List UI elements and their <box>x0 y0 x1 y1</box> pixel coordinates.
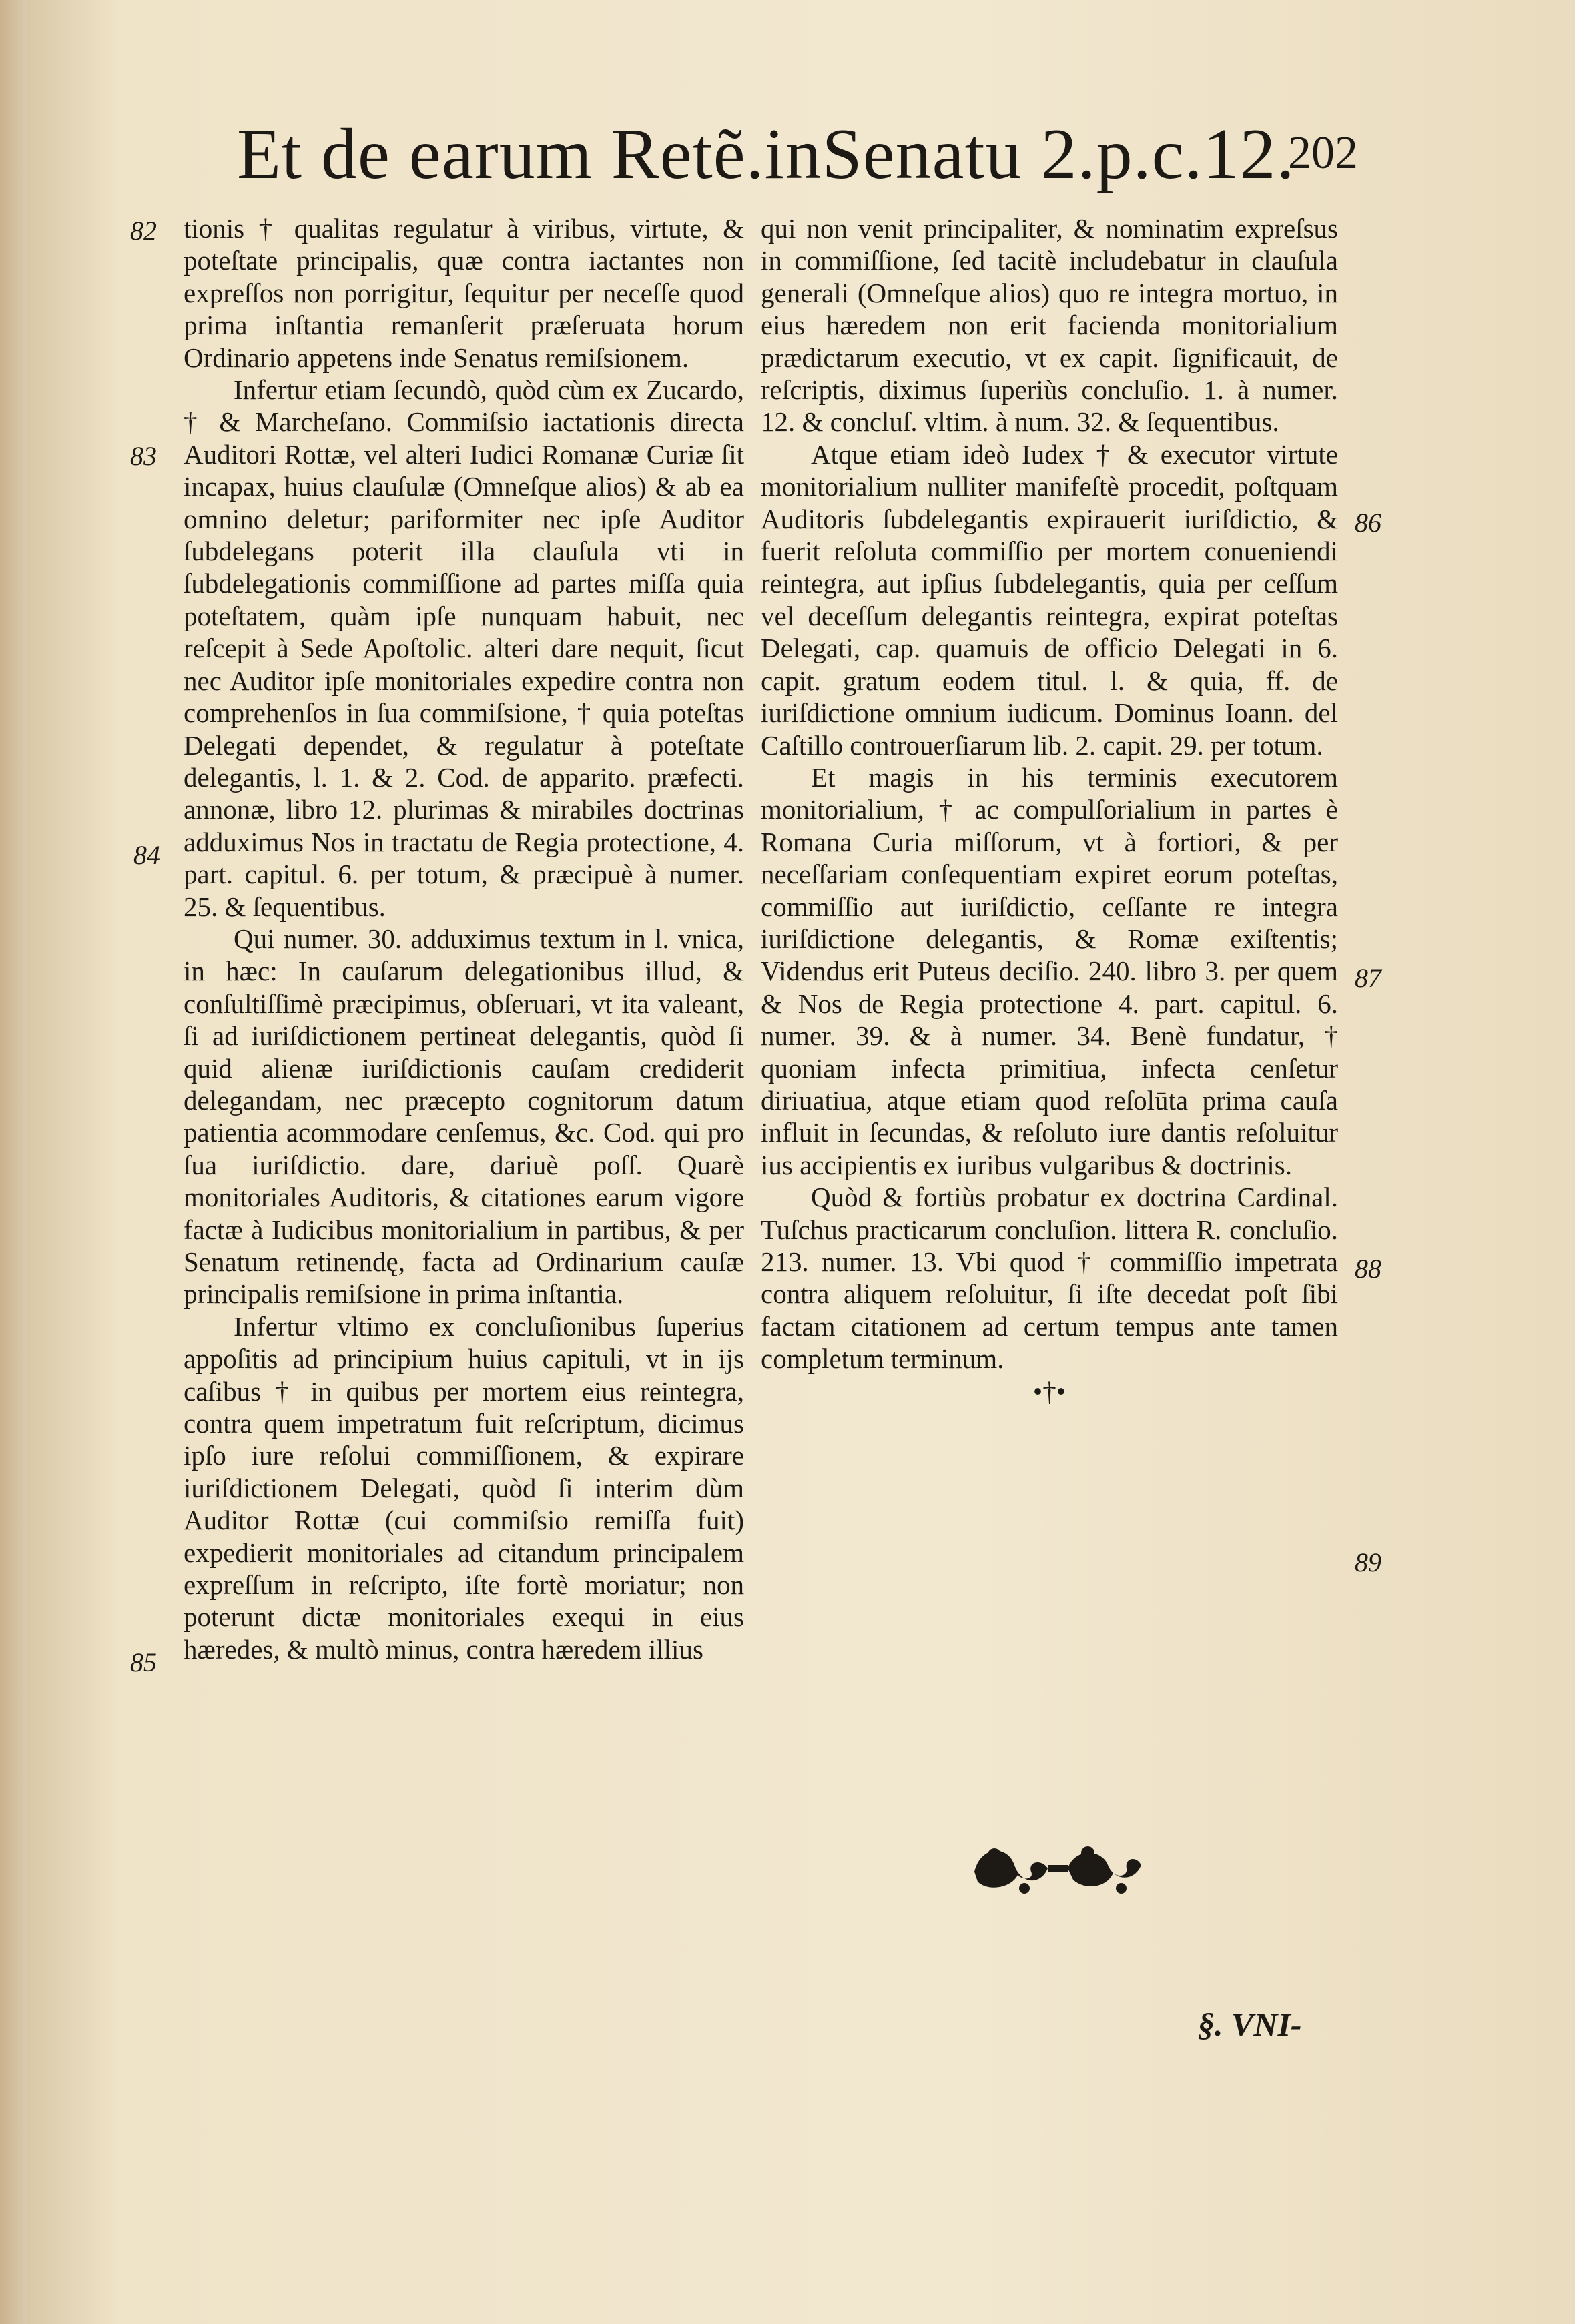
printer-ornament-icon <box>961 1832 1155 1905</box>
page-binding <box>0 0 27 2324</box>
margin-number-88: 88 <box>1355 1254 1381 1284</box>
right-paragraph-4: Quòd & fortiùs probatur ex doctrina Cardinal. Tuſchus practicarum concluſion. littera R. concluſio. 213. numer. 13. Vbi quod † commiſſio impetrata contra aliquem reſoluitur, ſi iſte decedat poſt ſibi factam citationem ad certum tempus ante tamen completum terminum. <box>761 1182 1338 1375</box>
right-paragraph-1: qui non venit principaliter, & nominatim expreſsus in commiſſione, ſed tacitè includebatur in clauſula generali (Omneſque alios) quo re integra mortuo, in eius hæredem non erit facienda monitorialium prædictarum executio, vt ex capit. ſignificauit, de reſcriptis, diximus ſuperiùs concluſio. 1. à numer. 12. & concluſ. vltim. à num. 32. & ſequentibus. <box>761 213 1338 438</box>
margin-number-89: 89 <box>1355 1547 1381 1577</box>
margin-number-86: 86 <box>1355 508 1381 538</box>
left-paragraph-4: Infertur vltimo ex concluſionibus ſuperius appoſitis ad principium huius capituli, vt in ijs caſibus † in quibus per mortem eius reintegra, contra quem impetratum fuit reſcriptum, dicimus ipſo iure reſolui commiſſionem, & expirare iuriſdictionem Delegati, quòd ſi interim dùm Auditor Rottæ (cui commiſsio remiſſa fuit) expedierit monitoriales ad citandum principalem expreſſum in reſcripto, iſte fortè moriatur; non poterunt dictæ monitoriales exequi in eius hæredes, & multò minus, contra hæredem illius <box>184 1310 744 1665</box>
page-number: 202 <box>1288 127 1358 179</box>
right-text-column <box>761 212 1338 1733</box>
right-paragraph-3: Et magis in his terminis executorem monitorialium, † ac compulſorialium in partes è Romana Curia miſſorum, vt à fortiori, & per neceſſariam conſequentiam expiret eorum poteſtas, commiſſio aut iuriſdictio, ceſſante re integra iuriſdictione delegantis, & Romæ exiſtentis; Videndus erit Puteus deciſio. 240. libro 3. per quem & Nos de Regia protectione 4. part. capitul. 6. numer. 39. & à numer. 34. Benè fundatur, † quoniam infecta primitiua, infecta cenſetur diriuatiua, atque etiam quod reſolūta prima cauſa influit in ſecundas, & reſoluto iure dantis reſoluitur ius accipientis ex iuribus vulgaribus & doctrinis. <box>761 761 1338 1180</box>
running-header <box>237 113 1358 207</box>
left-paragraph-3: Qui numer. 30. adduximus textum in l. vnica, in hæc: In cauſarum delegationibus illud, & conſultiſſimè præcipimus, obſeruari, vt ita valeant, ſi ad iuriſdictionem pertineat delegantis, quòd ſi quid alienæ iuriſdictionis cauſam crediderit delegandam, nec præcepto cognitorum datum patientia acommodare cenſemus, &c. Cod. qui pro ſua iuriſdictio. dare, dariuè poſſ. Quarè monitoriales Auditoris, & citationes earum vigore factæ à Iudicibus monitorialium in partibus, & per Senatum retinendę, facta ad Ordinarium cauſæ principalis remiſsione in prima inſtantia. <box>184 923 744 1310</box>
margin-number-84: 84 <box>133 840 160 870</box>
left-paragraph-2: Infertur etiam ſecundò, quòd cùm ex Zucardo, † & Marcheſano. Commiſsio iactationis directa Auditori Rottæ, vel alteri Iudici Romanæ Curiæ ſit incapax, huius clauſulæ (Omneſque alios) & ab ea omnino deletur; pariformiter nec ipſe Auditor ſubdelegans poterit illa clauſula vti in ſubdelegationis commiſſione ad partes miſſa quia poteſtatem, quàm ipſe nunquam habuit, nec reſcepit à Sede Apoſtolic. alteri dare nequit, ſicut nec Auditor ipſe monitoriales expedire contra non comprehenſos in ſua commiſsione, † quia poteſtas Delegati dependet, & regulatur à poteſtate delegantis, l. 1. & 2. Cod. de apparito. præfecti. annonæ, libro 12. plurimas & mirabiles doctrinas adduximus Nos in tractatu de Regia protectione, 4. part. capitul. 6. per totum, & præcipuè à numer. 25. & ſequentibus. <box>184 374 744 922</box>
left-paragraph-1: tionis † qualitas regulatur à viribus, virtute, & poteſtate principalis, quæ contra iactantes non expreſſos non porrigitur, ſequitur per neceſſe quod prima inſtantia remanſerit præſeruata horum Ordinario appetens inde Senatus remiſsionem. <box>184 213 744 373</box>
margin-number-82: 82 <box>130 216 157 246</box>
catchword: §. VNI- <box>1198 2006 1302 2043</box>
margin-number-87: 87 <box>1355 963 1381 993</box>
end-mark: •†• <box>1032 1375 1066 1407</box>
running-title: Et de earum Retẽ.inSenatu 2.p.c.12. <box>237 115 1295 194</box>
margin-number-85: 85 <box>130 1647 157 1677</box>
margin-number-83: 83 <box>130 441 157 471</box>
left-text-column <box>184 212 744 2027</box>
right-paragraph-2: Atque etiam ideò Iudex † & executor virtute monitorialium nulliter manifeſtè procedit, poſtquam Auditoris ſubdelegantis expirauerit iuriſdictio, & fuerit reſoluta commiſſio per mortem conueniendi reintegra, aut ipſius ſubdelegantis, quia per ceſſum vel deceſſum delegantis reintegra, expirat poteſtas Delegati, cap. quamuis de officio Delegati in 6. capit. gratum eodem titul. l. & quia, ff. de iuriſdictione omnium iudicum. Dominus Ioann. del Caſtillo controuerſiarum lib. 2. capit. 29. per totum. <box>761 438 1338 761</box>
